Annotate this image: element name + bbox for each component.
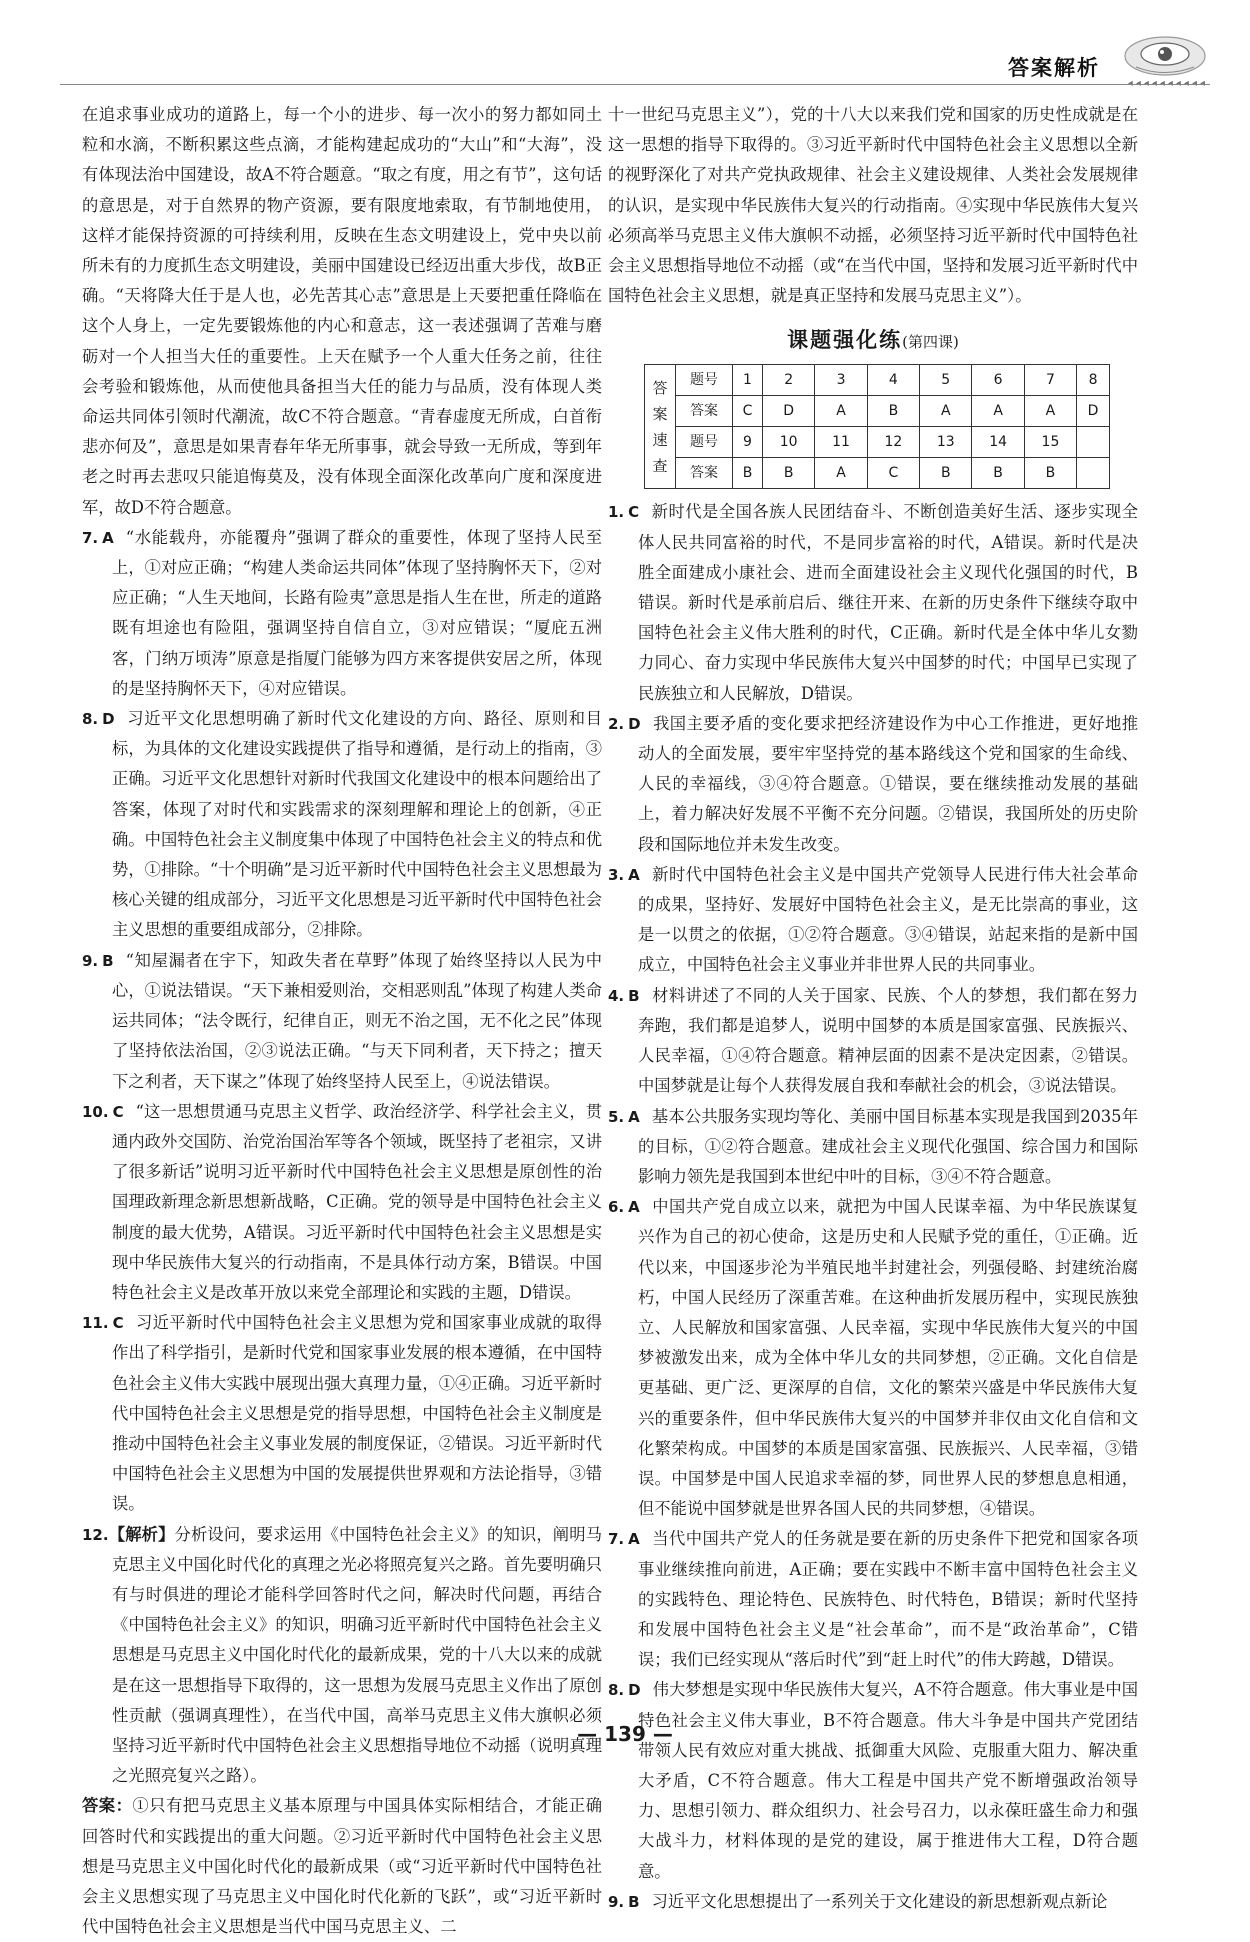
cell-a9: B: [733, 458, 763, 489]
item-number: 9.: [82, 951, 99, 970]
section-subtitle: (第四课): [902, 333, 959, 352]
question-12-answer: [82, 1791, 602, 1942]
item-answer-letter: D: [628, 714, 641, 733]
answer-text: ①只有把马克思主义基本原理与中国具体实际相结合，才能正确回答时代和实践提出的重大问题。②习近平新时代中国特色社会主义思想是马克思主义中国化时代化的最新成果（或“习近平新时代中国特色社会主义思想实现了马克思主义中国化时代化新的飞跃”，或“习近平新时代中国特色社会主义思想是当代中国马克思主义、二: [82, 1796, 602, 1937]
answer-label: 答案：: [82, 1796, 133, 1816]
book-series-logo-icon: [1122, 34, 1208, 78]
cell-q8: 8: [1077, 364, 1110, 395]
cell-q2: 2: [762, 364, 814, 395]
item-number: 4.: [608, 986, 625, 1005]
answer-item: [608, 1887, 1138, 1917]
cell-q3: 3: [815, 364, 867, 395]
row-label-answer: 答案: [676, 458, 733, 489]
item-answer-letter: B: [628, 986, 640, 1005]
answer-item: [608, 1102, 1138, 1193]
cell-q10: 10: [762, 427, 814, 458]
left-answer-list: [82, 523, 602, 1520]
item-number: 9.: [608, 1892, 625, 1911]
cell-a13: B: [920, 458, 972, 489]
cell-a3: A: [815, 395, 867, 426]
item-answer-letter: B: [102, 951, 114, 970]
item-number: 7.: [608, 1530, 625, 1549]
cell-a5: A: [920, 395, 972, 426]
header-dots-decoration: ◂◂◂◂◂◂◂◂◂◂: [1127, 78, 1208, 89]
row-label-answer: 答案: [676, 395, 733, 426]
cell-a8: D: [1077, 395, 1110, 426]
answer-item: [608, 1524, 1138, 1675]
item-number: 11.: [82, 1314, 109, 1333]
item-number: 8.: [608, 1681, 625, 1700]
item-explanation: 伟大梦想是实现中华民族伟大复兴，A不符合题意。伟大事业是中国特色社会主义伟大事业，B不符合题意。伟大斗争是中国共产党团结带领人民有效应对重大挑战、抵御重大风险、克服重大阻力、解决重大矛盾，C不符合题意。伟大工程是中国共产党不断增强政治领导力、思想引领力、群众组织力、社会号召力，以永葆旺盛生命力和强大战斗力，材料体现的是党的建设，属于推进伟大工程，D符合题意。: [638, 1680, 1138, 1881]
item-explanation: 习近平新时代中国特色社会主义思想为党和国家事业成就的取得作出了科学指引，是新时代党和国家事业发展的根本遵循，在中国特色社会主义伟大实践中展现出强大真理力量，①④正确。习近平新时代中国特色社会主义思想是党的指导思想，中国特色社会主义制度是推动中国特色社会主义事业发展的制度保证，②错误。习近平新时代中国特色社会主义思想为中国的发展提供世界观和方法论指导，③错误。: [112, 1313, 602, 1514]
answer-item: [608, 1192, 1138, 1524]
answer-item: [82, 1308, 602, 1519]
header-rule: [60, 84, 1210, 85]
answer-key-row-answers-2: [645, 458, 1110, 489]
item-explanation: “知屋漏者在宇下，知政失者在草野”体现了始终坚持以人民为中心，①说法错误。“天下兼相爱则治，交相恶则乱”体现了构建人类命运共同体；“法令既行，纪律自正，则无不治之国，无不化之民”体现了坚持依法治国，②③说法正确。“与天下同利者，天下持之；擅天下之利者，天下谋之”体现了始终坚持人民至上，④说法错误。: [112, 950, 602, 1091]
item-answer-letter: C: [112, 1102, 124, 1121]
left-intro-paragraph: 在追求事业成功的道路上，每一个小的进步、每一次小的努力都如同土粒和水滴，不断积累这些点滴，才能构建起成功的“大山”和“大海”，没有体现法治中国建设，故A不符合题意。“取之有度，用之有节”，这句话的意思是，对于自然界的物产资源，要有限度地索取，有节制地使用，这样才能保持资源的可持续利用，反映在生态文明建设上，党中央以前所未有的力度抓生态文明建设，美丽中国建设已经迈出重大步伐，故B正确。“天将降大任于是人也，必先苦其心志”意思是上天要把重任降临在这个人身上，一定先要锻炼他的内心和意志，这一表述强调了苦难与磨砺对一个人担当大任的重要性。上天在赋予一个人重大任务之前，往往会考验和锻炼他，从而使他具备担当大任的能力与品质，没有体现人类命运共同体引领时代潮流，故C不符合题意。“青春虚度无所成，白首衔悲亦何及”，意思是如果青春年华无所事事，就会导致一无所成，等到年老之时再去悲叹只能追悔莫及，没有体现全面深化改革向广度和深度进军，故D不符合题意。: [82, 105, 602, 517]
cell-q6: 6: [972, 364, 1024, 395]
section-title: 课题强化练: [787, 328, 903, 353]
item-answer-letter: B: [628, 1892, 640, 1911]
item-number: 5.: [608, 1107, 625, 1126]
right-column: [608, 100, 1138, 1917]
answer-item: [82, 946, 602, 1097]
answer-item: [608, 709, 1138, 860]
item-explanation: “这一思想贯通马克思主义哲学、政治经济学、科学社会主义，贯通内政外交国防、治党治国治军等各个领域，既坚持了老祖宗，又讲了很多新话”说明习近平新时代中国特色社会主义思想是原创性的治国理政新理念新思想新战略，C正确。党的领导是中国特色社会主义制度的最大优势，A错误。习近平新时代中国特色社会主义思想是实现中华民族伟大复兴的行动指南，不是具体行动方案，B错误。中国特色社会主义是改革开放以来党全部理论和实践的主题，D错误。: [112, 1101, 602, 1302]
cell-a4: B: [867, 395, 919, 426]
item-number: 1.: [608, 503, 625, 522]
item-answer-letter: A: [628, 1198, 640, 1217]
answer-key-row-numbers-2: [645, 427, 1110, 458]
cell-q14: 14: [972, 427, 1024, 458]
item-number: 8.: [82, 710, 99, 729]
item-explanation: 当代中国共产党人的任务就是要在新的历史条件下把党和国家各项事业继续推向前进，A正确；要在实践中不断丰富中国特色社会主义的实践特色、理论特色、民族特色、时代特色，B错误；新时代坚持和发展中国特色社会主义是“社会革命”，而不是“政治革命”，C错误；我们已经实现从“落后时代”到“赶上时代”的伟大跨越，D错误。: [638, 1529, 1138, 1670]
item-number: 2.: [608, 714, 625, 733]
answer-key-row-numbers-1: [645, 364, 1110, 395]
cell-a2: D: [762, 395, 814, 426]
cell-q7: 7: [1024, 364, 1076, 395]
cell-q15: 15: [1024, 427, 1076, 458]
item-number: 3.: [608, 865, 625, 884]
cell-a10: B: [762, 458, 814, 489]
cell-q1: 1: [733, 364, 763, 395]
cell-q5: 5: [920, 364, 972, 395]
row-label-number: 题号: [676, 427, 733, 458]
answer-item: [608, 1675, 1138, 1886]
cell-a7: A: [1024, 395, 1076, 426]
item-answer-letter: C: [112, 1314, 124, 1333]
right-continuation-paragraph: 十一世纪马克思主义”），党的十八大以来我们党和国家的历史性成就是在这一思想的指导下取得的。③习近平新时代中国特色社会主义思想以全新的视野深化了对共产党执政规律、社会主义建设规律、人类社会发展规律的认识，是实现中华民族伟大复兴的行动指南。④实现中华民族伟大复兴必须高举马克思主义伟大旗帜不动摇，必须坚持习近平新时代中国特色社会主义思想指导地位不动摇（或“在当代中国，坚持和发展习近平新时代中国特色社会主义思想，就是真正坚持和发展马克思主义”）。: [608, 105, 1138, 306]
item-explanation: 新时代是全国各族人民团结奋斗、不断创造美好生活、逐步实现全体人民共同富裕的时代，不是同步富裕的时代，A错误。新时代是决胜全面建成小康社会、进而全面建设社会主义现代化强国的时代，B错误。新时代是承前启后、继往开来、在新的历史条件下继续夺取中国特色社会主义伟大胜利的时代，C正确。新时代是全体中华儿女勠力同心、奋力实现中华民族伟大复兴中国梦的时代；中国早已实现了民族独立和人民解放，D错误。: [638, 502, 1138, 703]
header-title: 答案解析: [1008, 56, 1100, 80]
item-answer-letter: D: [628, 1681, 641, 1700]
item-explanation: 中国共产党自成立以来，就把为中国人民谋幸福、为中华民族谋复兴作为自己的初心使命，这是历史和人民赋予党的重任，①正确。近代以来，中国逐步沦为半殖民地半封建社会，列强侵略、封建统治腐朽，中国人民经历了深重苦难。在这种曲折发展历程中，实现民族独立、人民解放和国家富强、人民幸福，实现中华民族伟大复兴的中国梦被激发出来，成为全体中华儿女的共同梦想，②正确。文化自信是更基础、更广泛、更深厚的自信，文化的繁荣兴盛是中华民族伟大复兴的重要条件，但中华民族伟大复兴的中国梦并非仅由文化自信和文化繁荣构成。中国梦的本质是国家富强、民族振兴、人民幸福，③错误。中国梦是中国人民追求幸福的梦，同世界人民的梦想息息相通，但不能说中国梦就是世界各国人民的共同梦想，④错误。: [638, 1197, 1138, 1519]
item-explanation: 习近平文化思想提出了一系列关于文化建设的新思想新观点新论: [651, 1891, 1108, 1911]
cell-empty: [1077, 427, 1110, 458]
item-explanation: “水能载舟，亦能覆舟”强调了群众的重要性，体现了坚持人民至上，①对应正确；“构建人类命运共同体”体现了坚持胸怀天下，②对应正确；“人生天地间，长路有险夷”意思是指人生在世，所走的道路既有坦途也有险阻，强调坚持自信自立，③对应错误；“厦庇五洲客，门纳万顷涛”原意是指厦门能够为四方来客提供安居之所，体现的是坚持胸怀天下，④对应错误。: [112, 527, 602, 698]
item-number: 12.: [82, 1525, 109, 1544]
cell-q12: 12: [867, 427, 919, 458]
right-answer-list: [608, 497, 1138, 1917]
answer-item: [608, 860, 1138, 981]
item-explanation: 习近平文化思想明确了新时代文化建设的方向、路径、原则和目标，为具体的文化建设实践提供了指导和遵循，是行动上的指南，③正确。习近平文化思想针对新时代我国文化建设中的根本问题给出了答案，体现了对时代和实践需求的深刻理解和理论上的创新，④正确。中国特色社会主义制度集中体现了中国特色社会主义的特点和优势，①排除。“十个明确”是习近平新时代中国特色社会主义思想最为核心关键的组成部分，习近平文化思想是习近平新时代中国特色社会主义思想的重要组成部分，②排除。: [112, 709, 602, 940]
cell-q11: 11: [815, 427, 867, 458]
item-explanation: 新时代中国特色社会主义是中国共产党领导人民进行伟大社会革命的成果，坚持好、发展好中国特色社会主义，是无比崇高的事业，这是一以贯之的依据，①②符合题意。③④错误，站起来指的是新中国成立，中国特色社会主义事业并非世界人民的共同事业。: [638, 864, 1138, 975]
answer-item: [608, 497, 1138, 708]
answer-key-table: [644, 364, 1110, 490]
left-column: [82, 100, 602, 1942]
item-explanation: 材料讲述了不同的人关于国家、民族、个人的梦想，我们都在努力奔跑，我们都是追梦人，说明中国梦的本质是国家富强、民族振兴、人民幸福，①④符合题意。精神层面的因素不是决定因素，②错误。中国梦就是让每个人获得发展自我和奉献社会的机会，③说法错误。: [638, 985, 1138, 1096]
item-explanation: 基本公共服务实现均等化、美丽中国目标基本实现是我国到2035年的目标，①②符合题意。建成社会主义现代化强国、综合国力和国际影响力领先是我国到本世纪中叶的目标，③④不符合题意。: [638, 1106, 1138, 1186]
cell-q9: 9: [733, 427, 763, 458]
cell-a1: C: [733, 395, 763, 426]
page-header: [0, 0, 1250, 92]
item-answer-letter: C: [628, 503, 640, 522]
item-number: 10.: [82, 1102, 109, 1121]
item-answer-letter: A: [628, 1107, 640, 1126]
section-heading: [608, 325, 1138, 357]
cell-a6: A: [972, 395, 1024, 426]
cell-a11: A: [815, 458, 867, 489]
answer-key-side-label: 答 案 速 查: [645, 364, 676, 489]
item-number: 7.: [82, 528, 99, 547]
cell-a14: B: [972, 458, 1024, 489]
row-label-number: 题号: [676, 364, 733, 395]
analysis-label: 【解析】: [108, 1524, 175, 1544]
item-explanation: 我国主要矛盾的变化要求把经济建设作为中心工作推进，更好地推动人的全面发展，要牢牢坚持党的基本路线这个党和国家的生命线、人民的幸福线，③④符合题意。①错误，要在继续推动发展的基础上，着力解决好发展不平衡不充分问题。②错误，我国所处的历史阶段和国际地位并未发生改变。: [638, 713, 1138, 854]
item-answer-letter: A: [628, 865, 640, 884]
item-answer-letter: A: [628, 1530, 640, 1549]
item-answer-letter: D: [102, 710, 115, 729]
page-number: — 139 —: [577, 1722, 673, 1746]
cell-a15: B: [1024, 458, 1076, 489]
question-12-analysis: [82, 1520, 602, 1792]
analysis-text: 分析设问，要求运用《中国特色社会主义》的知识，阐明马克思主义中国化时代化的真理之光必将照亮复兴之路。首先要明确只有与时俱进的理论才能科学回答时代之问，解决时代问题，再结合《中国特色社会主义》的知识，明确习近平新时代中国特色社会主义思想是马克思主义中国化时代化的最新成果，党的十八大以来的成就是在这一思想指导下取得的，这一思想为发展马克思主义作出了原创性贡献（强调真理性），在当代中国，高举马克思主义伟大旗帜必须坚持习近平新时代中国特色社会主义思想指导地位不动摇（说明真理之光照亮复兴之路）。: [112, 1524, 602, 1786]
answer-item: [82, 1097, 602, 1308]
item-number: 6.: [608, 1198, 625, 1217]
cell-q4: 4: [867, 364, 919, 395]
answer-item: [82, 704, 602, 946]
answer-key-row-answers-1: [645, 395, 1110, 426]
item-answer-letter: A: [102, 528, 114, 547]
cell-a12: C: [867, 458, 919, 489]
cell-empty: [1077, 458, 1110, 489]
answer-item: [608, 981, 1138, 1102]
answer-item: [82, 523, 602, 704]
cell-q13: 13: [920, 427, 972, 458]
